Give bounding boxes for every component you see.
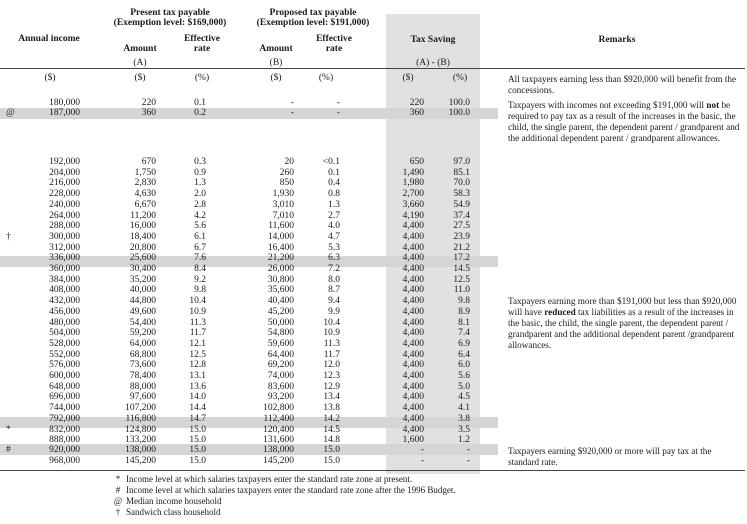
proposed-rate-cell: 12.0 xyxy=(323,360,340,371)
present-rate-cell: 0.1 xyxy=(194,98,206,108)
proposed-amount-cell: 59,600 xyxy=(267,338,294,349)
proposed-rate-cell: 6.3 xyxy=(328,253,340,264)
saving-pct-cell: 23.9 xyxy=(453,231,470,242)
present-rate-cell: 13.6 xyxy=(189,381,206,392)
proposed-rate-cell: 0.8 xyxy=(328,189,340,200)
saving-pct-cell: 100.0 xyxy=(448,98,470,108)
saving-pct-cell: 6.9 xyxy=(458,338,470,349)
proposed-amount-cell: 102,800 xyxy=(263,403,294,414)
present-amount-cell: 88,000 xyxy=(129,381,156,392)
remark-reduced-pre: Taxpayers earning more than $191,000 but less than $920,000 will have xyxy=(508,296,737,317)
saving-pct-cell: 21.2 xyxy=(453,242,470,253)
saving-amount-cell: 650 xyxy=(409,157,424,167)
income-cell: 384,000 xyxy=(49,274,80,285)
header-annual-income-label: Annual income xyxy=(18,34,80,44)
present-rate-cell: 9.2 xyxy=(194,274,206,285)
saving-amount-cell: 4,400 xyxy=(402,392,424,403)
saving-amount-cell: 4,400 xyxy=(402,381,424,392)
proposed-amount-cell: 21,200 xyxy=(267,253,294,264)
present-amount-cell: 4,630 xyxy=(134,189,156,200)
proposed-rate-cell: 15.0 xyxy=(323,455,340,466)
present-amount-cell: 145,200 xyxy=(125,455,156,466)
present-rate-cell: 7.6 xyxy=(194,253,206,264)
present-amount-cell: 1,750 xyxy=(134,167,156,178)
unit-proposed-rate: (%) xyxy=(318,73,334,83)
remark-reduced xyxy=(508,296,742,351)
proposed-amount-cell: 1,930 xyxy=(272,189,294,200)
proposed-rate-cell: 0.1 xyxy=(328,167,340,178)
proposed-rate-cell: 13.4 xyxy=(323,392,340,403)
income-cell: 264,000 xyxy=(49,210,80,221)
footnote-mark: # xyxy=(115,485,121,495)
present-rate-cell: 15.0 xyxy=(189,435,206,446)
header-rule xyxy=(0,68,745,69)
present-rate-cell: 13.1 xyxy=(189,371,206,381)
saving-amount-cell: 220 xyxy=(409,98,424,108)
proposed-amount-cell: 83,600 xyxy=(267,381,294,392)
header-present-rate: Effective rate xyxy=(184,34,220,54)
row-marker: * xyxy=(6,424,11,435)
present-rate-cell: 12.8 xyxy=(189,360,206,371)
header-proposed-exemption: (Exemption level: $191,000) xyxy=(256,18,370,28)
income-cell: 192,000 xyxy=(49,157,80,167)
proposed-rate-cell: 11.3 xyxy=(323,338,340,349)
proposed-amount-cell: - xyxy=(290,108,294,118)
present-rate-cell: 1.3 xyxy=(194,178,206,189)
saving-pct-cell: 1.2 xyxy=(458,435,470,446)
proposed-amount-cell: 16,400 xyxy=(267,242,294,253)
income-cell: 456,000 xyxy=(49,306,80,317)
present-amount-cell: 16,000 xyxy=(129,221,156,232)
income-cell: 360,000 xyxy=(49,264,80,274)
proposed-amount-cell: 40,400 xyxy=(267,296,294,307)
unit-present-amount: ($) xyxy=(134,73,146,83)
income-cell: 312,000 xyxy=(49,242,80,253)
income-cell: 968,000 xyxy=(49,455,80,466)
present-amount-cell: 64,000 xyxy=(129,338,156,349)
saving-amount-cell: 4,400 xyxy=(402,274,424,285)
present-amount-cell: 124,800 xyxy=(125,424,156,435)
saving-amount-cell: - xyxy=(420,455,424,466)
header-present-amount: Amount xyxy=(123,44,157,54)
present-rate-cell: 0.9 xyxy=(194,167,206,178)
present-amount-cell: 68,800 xyxy=(129,349,156,360)
proposed-rate-cell: 4.0 xyxy=(328,221,340,232)
proposed-rate-cell: 13.8 xyxy=(323,403,340,414)
income-cell: 408,000 xyxy=(49,285,80,296)
proposed-rate-cell: 8.7 xyxy=(328,285,340,296)
proposed-amount-cell: 93,200 xyxy=(267,392,294,403)
present-rate-cell: 0.3 xyxy=(194,157,206,167)
proposed-amount-cell: 45,200 xyxy=(267,306,294,317)
proposed-amount-cell: 3,010 xyxy=(272,199,294,210)
present-amount-cell: 73,600 xyxy=(129,360,156,371)
present-rate-cell: 15.0 xyxy=(189,455,206,466)
proposed-rate-cell: 14.2 xyxy=(323,413,340,424)
header-col-b: (B) xyxy=(269,58,283,68)
present-rate-cell: 11.3 xyxy=(189,317,206,328)
saving-pct-cell: 9.8 xyxy=(458,296,470,307)
saving-pct-cell: 4.5 xyxy=(458,392,470,403)
present-rate-cell: 4.2 xyxy=(194,210,206,221)
saving-pct-cell: 27.5 xyxy=(453,221,470,232)
remark-not-required-post: be required to pay tax as a result of the increases in the basic, the child, the single parent, the dependent parent / grandparent and the additional dependent parent / grandparent allowances. xyxy=(508,100,740,143)
present-rate-cell: 6.7 xyxy=(194,242,206,253)
proposed-rate-cell: 9.9 xyxy=(328,306,340,317)
present-amount-cell: 360 xyxy=(141,108,156,118)
saving-pct-cell: 97.0 xyxy=(453,157,470,167)
saving-amount-cell: - xyxy=(420,445,424,455)
footer-rule xyxy=(0,470,745,471)
present-rate-cell: 15.0 xyxy=(189,424,206,435)
present-amount-cell: 6,670 xyxy=(134,199,156,210)
header-col-a-minus-b: (A) - (B) xyxy=(416,58,450,68)
proposed-amount-cell: 138,000 xyxy=(263,445,294,455)
saving-pct-cell: 3.5 xyxy=(458,424,470,435)
proposed-rate-cell: 1.3 xyxy=(328,199,340,210)
proposed-amount-cell: 131,600 xyxy=(263,435,294,446)
proposed-rate-cell: 2.7 xyxy=(328,210,340,221)
proposed-amount-cell: 20 xyxy=(284,157,294,167)
saving-amount-cell: 4,400 xyxy=(402,328,424,339)
row-marker: † xyxy=(6,231,11,242)
remark-not-required-bold: not xyxy=(706,100,720,110)
income-cell: 528,000 xyxy=(49,338,80,349)
present-amount-cell: 116,800 xyxy=(125,413,156,424)
income-cell: 240,000 xyxy=(49,199,80,210)
footnote-item xyxy=(110,474,412,485)
saving-amount-cell: 4,400 xyxy=(402,264,424,274)
proposed-rate-cell: 15.0 xyxy=(323,445,340,455)
remark-reduced-bold: reduced xyxy=(544,307,576,317)
proposed-amount-cell: 11,600 xyxy=(268,221,294,232)
proposed-rate-cell: 5.3 xyxy=(328,242,340,253)
saving-pct-cell: 11.0 xyxy=(453,285,470,296)
header-proposed-tax xyxy=(243,8,383,28)
present-amount-cell: 54,400 xyxy=(129,317,156,328)
saving-amount-cell: 4,400 xyxy=(402,403,424,414)
present-amount-cell: 220 xyxy=(141,98,156,108)
saving-amount-cell: 4,400 xyxy=(402,371,424,381)
income-cell: 480,000 xyxy=(49,317,80,328)
proposed-amount-cell: 54,800 xyxy=(267,328,294,339)
proposed-rate-cell: <0.1 xyxy=(322,157,340,167)
present-rate-cell: 10.4 xyxy=(189,296,206,307)
income-cell: 204,000 xyxy=(49,167,80,178)
saving-pct-cell: 12.5 xyxy=(453,274,470,285)
unit-income: ($) xyxy=(44,73,56,83)
saving-amount-cell: 1,600 xyxy=(402,435,424,446)
saving-pct-cell: 3.8 xyxy=(458,413,470,424)
present-amount-cell: 2,830 xyxy=(134,178,156,189)
saving-amount-cell: 4,400 xyxy=(402,306,424,317)
income-cell: 792,000 xyxy=(49,413,80,424)
proposed-rate-cell: 4.7 xyxy=(328,231,340,242)
unit-present-rate: (%) xyxy=(194,73,210,83)
income-cell: 696,000 xyxy=(49,392,80,403)
saving-amount-cell: 4,400 xyxy=(402,296,424,307)
saving-pct-cell: 6.4 xyxy=(458,349,470,360)
row-marker: @ xyxy=(6,108,15,118)
present-rate-cell: 10.9 xyxy=(189,306,206,317)
footnote-text: Median income household xyxy=(126,496,222,506)
present-rate-cell: 14.7 xyxy=(189,413,206,424)
saving-pct-cell: 4.1 xyxy=(458,403,470,414)
income-cell: 504,000 xyxy=(49,328,80,339)
present-rate-cell: 12.1 xyxy=(189,338,206,349)
income-cell: 744,000 xyxy=(49,403,80,414)
present-amount-cell: 25,600 xyxy=(129,253,156,264)
proposed-amount-cell: 7,010 xyxy=(272,210,294,221)
saving-pct-cell: 54.9 xyxy=(453,199,470,210)
present-amount-cell: 49,600 xyxy=(129,306,156,317)
saving-amount-cell: 360 xyxy=(409,108,424,118)
income-cell: 216,000 xyxy=(49,178,80,189)
header-present-title: Present tax payable xyxy=(130,8,210,18)
saving-pct-cell: 37.4 xyxy=(453,210,470,221)
saving-pct-cell: 5.0 xyxy=(458,381,470,392)
header-proposed-rate: Effective rate xyxy=(316,34,352,54)
present-amount-cell: 133,200 xyxy=(125,435,156,446)
present-amount-cell: 670 xyxy=(141,157,156,167)
saving-pct-cell: 70.0 xyxy=(453,178,470,189)
income-cell: 920,000 xyxy=(49,445,80,455)
footnote-item xyxy=(110,507,221,518)
present-amount-cell: 30,400 xyxy=(129,264,156,274)
header-tax-saving: Tax Saving xyxy=(410,35,456,45)
saving-pct-cell: 6.0 xyxy=(458,360,470,371)
footnote-item xyxy=(110,496,221,507)
saving-pct-cell: - xyxy=(466,455,470,466)
unit-saving-amount: ($) xyxy=(402,73,414,83)
remark-standard-rate: Taxpayers earning $920,000 or more will pay tax at the standard rate. xyxy=(508,446,712,467)
saving-pct-cell: 7.4 xyxy=(458,328,470,339)
proposed-amount-cell: 74,000 xyxy=(267,371,294,381)
proposed-amount-cell: - xyxy=(290,98,294,108)
present-rate-cell: 0.2 xyxy=(194,108,206,118)
proposed-rate-cell: - xyxy=(336,108,340,118)
proposed-rate-cell: 0.4 xyxy=(328,178,340,189)
income-cell: 336,000 xyxy=(49,253,80,264)
saving-pct-cell: 85.1 xyxy=(453,167,470,178)
footnote-mark: * xyxy=(115,474,121,484)
saving-amount-cell: 1,490 xyxy=(402,167,424,178)
income-cell: 648,000 xyxy=(49,381,80,392)
present-amount-cell: 40,000 xyxy=(129,285,156,296)
present-rate-cell: 2.8 xyxy=(194,199,206,210)
footnote-text: Sandwich class household xyxy=(126,507,221,517)
saving-amount-cell: 4,400 xyxy=(402,221,424,232)
proposed-amount-cell: 26,000 xyxy=(267,264,294,274)
saving-pct-cell: 17.2 xyxy=(453,253,470,264)
income-cell: 180,000 xyxy=(49,98,80,108)
proposed-amount-cell: 64,400 xyxy=(267,349,294,360)
present-rate-cell: 5.6 xyxy=(194,221,206,232)
income-cell: 832,000 xyxy=(49,424,80,435)
present-amount-cell: 18,400 xyxy=(129,231,156,242)
proposed-amount-cell: 850 xyxy=(279,178,294,189)
saving-amount-cell: 4,400 xyxy=(402,349,424,360)
income-cell: 552,000 xyxy=(49,349,80,360)
proposed-rate-cell: 10.4 xyxy=(323,317,340,328)
proposed-amount-cell: 14,000 xyxy=(267,231,294,242)
present-rate-cell: 9.8 xyxy=(194,285,206,296)
saving-pct-cell: 58.3 xyxy=(453,189,470,200)
income-cell: 187,000 xyxy=(49,108,80,118)
proposed-rate-cell: - xyxy=(336,98,340,108)
unit-saving-pct: (%) xyxy=(452,73,468,83)
present-amount-cell: 78,400 xyxy=(129,371,156,381)
footnote-mark: @ xyxy=(113,496,123,506)
saving-amount-cell: 4,400 xyxy=(402,424,424,435)
header-proposed-amount: Amount xyxy=(259,44,293,54)
saving-amount-cell: 2,700 xyxy=(402,189,424,200)
income-cell: 300,000 xyxy=(49,231,80,242)
header-present-tax xyxy=(100,8,240,28)
present-rate-cell: 14.4 xyxy=(189,403,206,414)
present-rate-cell: 15.0 xyxy=(189,445,206,455)
present-rate-cell: 2.0 xyxy=(194,189,206,200)
proposed-rate-cell: 12.9 xyxy=(323,381,340,392)
saving-amount-cell: 4,400 xyxy=(402,413,424,424)
proposed-rate-cell: 7.2 xyxy=(328,264,340,274)
remark-reduced-post: tax liabilities as a result of the increases in the basic, the child, the single parent, the dependent parent / grandparent and the additional dependent parent /grandparent allowances. xyxy=(508,307,735,350)
proposed-amount-cell: 120,400 xyxy=(263,424,294,435)
present-amount-cell: 35,200 xyxy=(129,274,156,285)
saving-pct-cell: 8.9 xyxy=(458,306,470,317)
footnote-item xyxy=(110,485,456,496)
header-col-a: (A) xyxy=(133,58,147,68)
proposed-amount-cell: 260 xyxy=(279,167,294,178)
saving-amount-cell: 4,400 xyxy=(402,317,424,328)
header-remarks: Remarks xyxy=(598,35,636,45)
present-rate-cell: 14.0 xyxy=(189,392,206,403)
footnote-text: Income level at which salaries taxpayers enter the standard rate zone at present. xyxy=(126,474,413,484)
saving-pct-cell: 100.0 xyxy=(448,108,470,118)
income-cell: 288,000 xyxy=(49,221,80,232)
proposed-amount-cell: 69,200 xyxy=(267,360,294,371)
saving-pct-cell: 5.6 xyxy=(458,371,470,381)
proposed-amount-cell: 50,000 xyxy=(267,317,294,328)
proposed-amount-cell: 112,400 xyxy=(263,413,294,424)
proposed-amount-cell: 145,200 xyxy=(263,455,294,466)
present-amount-cell: 11,200 xyxy=(130,210,156,221)
unit-proposed-amount: ($) xyxy=(270,73,282,83)
header-present-exemption: (Exemption level: $169,000) xyxy=(113,18,227,28)
proposed-rate-cell: 10.9 xyxy=(323,328,340,339)
income-cell: 888,000 xyxy=(49,435,80,446)
header-proposed-title: Proposed tax payable xyxy=(269,8,357,18)
proposed-rate-cell: 11.7 xyxy=(323,349,340,360)
footnote-mark: † xyxy=(115,507,121,517)
income-cell: 228,000 xyxy=(49,189,80,200)
present-amount-cell: 20,800 xyxy=(129,242,156,253)
proposed-rate-cell: 14.5 xyxy=(323,424,340,435)
saving-pct-cell: 8.1 xyxy=(458,317,470,328)
saving-amount-cell: 4,400 xyxy=(402,338,424,349)
saving-amount-cell: 4,400 xyxy=(402,231,424,242)
saving-amount-cell: 4,190 xyxy=(402,210,424,221)
saving-amount-cell: 4,400 xyxy=(402,360,424,371)
proposed-rate-cell: 12.3 xyxy=(323,371,340,381)
footnote-text: Income level at which salaries taxpayers enter the standard rate zone after the 1996 Budget. xyxy=(126,485,456,495)
header-annual-income xyxy=(14,34,84,44)
income-cell: 576,000 xyxy=(49,360,80,371)
proposed-amount-cell: 35,600 xyxy=(267,285,294,296)
saving-amount-cell: 1,980 xyxy=(402,178,424,189)
proposed-amount-cell: 30,800 xyxy=(267,274,294,285)
saving-amount-cell: 4,400 xyxy=(402,285,424,296)
saving-amount-cell: 4,400 xyxy=(402,253,424,264)
proposed-rate-cell: 8.0 xyxy=(328,274,340,285)
present-rate-cell: 12.5 xyxy=(189,349,206,360)
row-marker: # xyxy=(6,445,11,455)
remark-not-required-pre: Taxpayers with incomes not exceeding $191,000 will xyxy=(508,100,707,110)
proposed-rate-cell: 14.8 xyxy=(323,435,340,446)
present-rate-cell: 6.1 xyxy=(194,231,206,242)
present-amount-cell: 59,200 xyxy=(129,328,156,339)
saving-pct-cell: 14.5 xyxy=(453,264,470,274)
present-amount-cell: 97,600 xyxy=(129,392,156,403)
remark-all-taxpayers: All taxpayers earning less than $920,000 will benefit from the concessions. xyxy=(508,74,737,95)
present-amount-cell: 138,000 xyxy=(125,445,156,455)
income-cell: 432,000 xyxy=(49,296,80,307)
saving-amount-cell: 3,660 xyxy=(402,199,424,210)
present-rate-cell: 8.4 xyxy=(194,264,206,274)
present-amount-cell: 107,200 xyxy=(125,403,156,414)
saving-amount-cell: 4,400 xyxy=(402,242,424,253)
remark-not-required xyxy=(508,100,742,144)
saving-pct-cell: - xyxy=(466,445,470,455)
proposed-rate-cell: 9.4 xyxy=(328,296,340,307)
present-rate-cell: 11.7 xyxy=(189,328,206,339)
income-cell: 600,000 xyxy=(49,371,80,381)
present-amount-cell: 44,800 xyxy=(129,296,156,307)
